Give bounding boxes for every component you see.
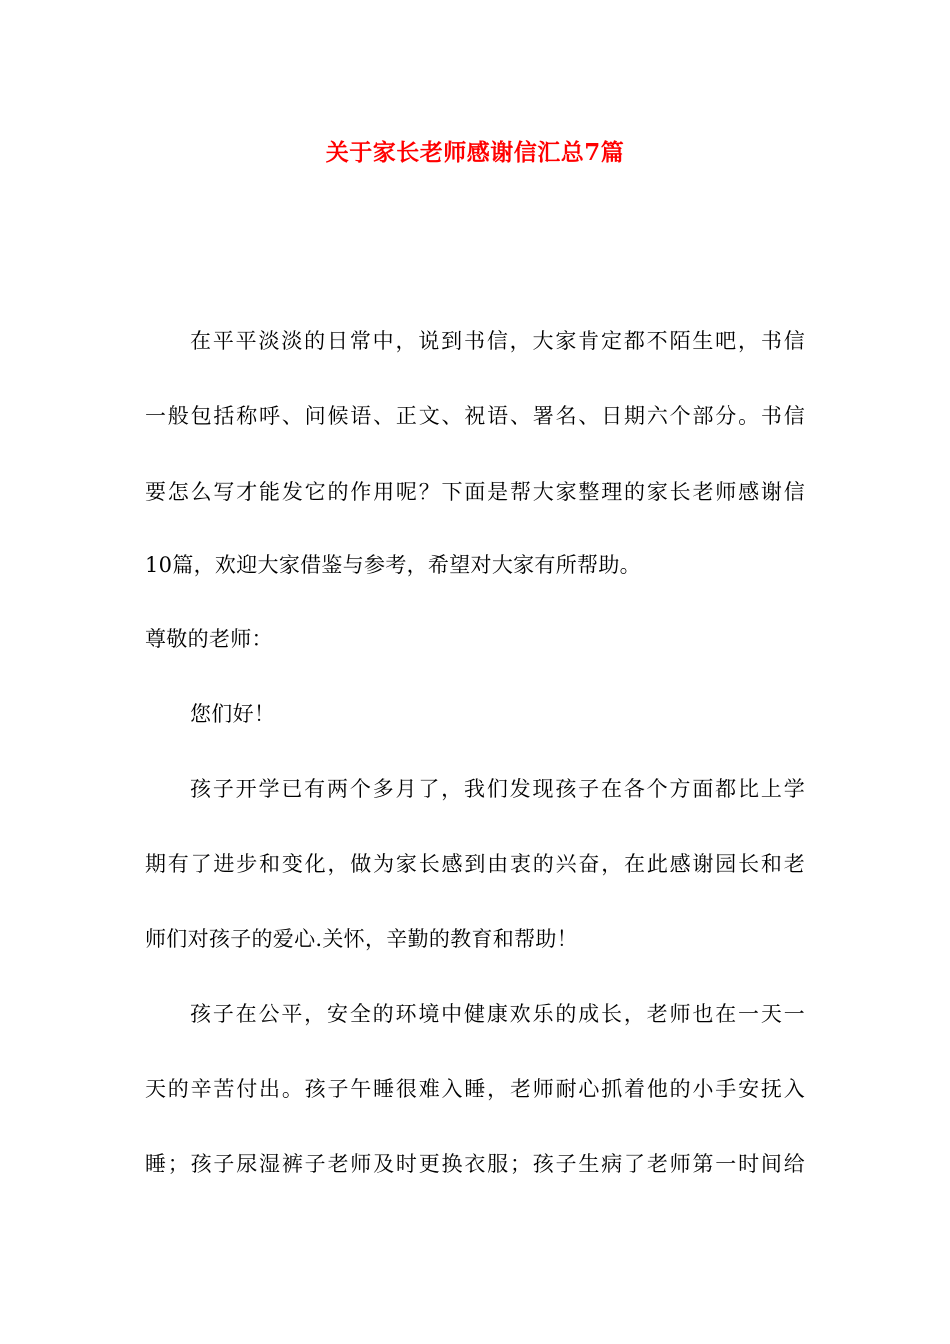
- greeting: 您们好！: [190, 702, 276, 726]
- paragraph-line: 一般包括称呼、问候语、正文、祝语、署名、日期六个部分。书信: [145, 404, 805, 428]
- paragraph-line: 10篇，欢迎大家借鉴与参考，希望对大家有所帮助。: [145, 553, 641, 577]
- document-title: 关于家长老师感谢信汇总7篇: [325, 139, 625, 166]
- paragraph-line: 孩子在公平，安全的环境中健康欢乐的成长，老师也在一天一: [190, 1002, 805, 1026]
- salutation: 尊敬的老师：: [145, 627, 273, 651]
- paragraph-line: 要怎么写才能发它的作用呢？下面是帮大家整理的家长老师感谢信: [145, 480, 805, 504]
- paragraph-line: 师们对孩子的爱心.关怀，辛勤的教育和帮助！: [145, 927, 578, 951]
- paragraph-line: 天的辛苦付出。孩子午睡很难入睡，老师耐心抓着他的小手安抚入: [145, 1077, 805, 1101]
- paragraph-line: 睡；孩子尿湿裤子老师及时更换衣服；孩子生病了老师第一时间给: [145, 1152, 805, 1176]
- paragraph-line: 期有了进步和变化，做为家长感到由衷的兴奋，在此感谢园长和老: [145, 852, 805, 876]
- paragraph-line: 孩子开学已有两个多月了，我们发现孩子在各个方面都比上学: [190, 777, 805, 801]
- paragraph-line: 在平平淡淡的日常中，说到书信，大家肯定都不陌生吧，书信: [190, 329, 805, 353]
